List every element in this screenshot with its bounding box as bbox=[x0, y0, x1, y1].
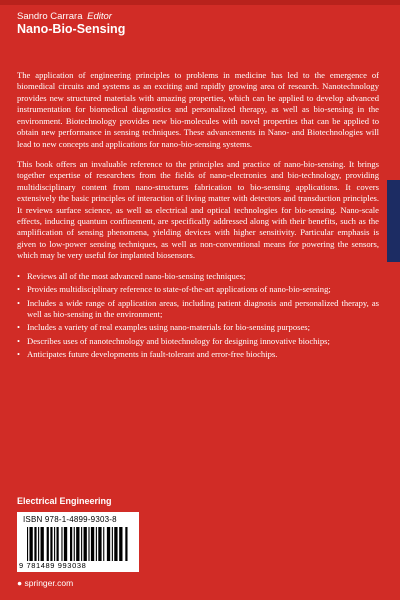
editor-line bbox=[17, 11, 112, 22]
publisher-url bbox=[17, 578, 73, 588]
feature-item: • Includes a wide range of application areas, including patient diagnosis and personalized therapy, as well as bio-sensing in the environment; bbox=[17, 298, 379, 321]
description-paragraph-1: The application of engineering principles to problems in medicine has led to the emergence of biomedical circuits and systems as an exciting and rapidly growing area of research. Nanotechnology provides new structured materials with amazing properties, which can be applied to develop advanced instrumentation for biomedical diagnostics and personalized therapy, as well as bio-sensing in the environment. Biotechnology provides new bio-molecules with novel properties that can be applied to obtain new performance in sensing techniques. These advancements in Nano- and Biotechnologies will lead to new concepts and applications for nano-bio-sensing systems. bbox=[17, 70, 379, 149]
editor-name: Sandro Carrara bbox=[17, 11, 83, 22]
feature-item: • Anticipates future developments in fault-tolerant and error-free biochips. bbox=[17, 349, 379, 360]
side-color-tab bbox=[387, 180, 400, 262]
feature-item: • Includes a variety of real examples using nano-materials for bio-sensing purposes; bbox=[17, 322, 379, 333]
barcode-icon bbox=[27, 527, 129, 561]
feature-item: • Reviews all of the most advanced nano-bio-sensing techniques; bbox=[17, 271, 379, 282]
barcode-panel bbox=[17, 512, 139, 572]
subject-category: Electrical Engineering bbox=[17, 496, 112, 506]
editor-label: Editor bbox=[87, 11, 112, 22]
feature-item: • Describes uses of nanotechnology and biotechnology for designing innovative biochips; bbox=[17, 336, 379, 347]
url-text: springer.com bbox=[24, 578, 74, 588]
description bbox=[17, 70, 379, 363]
feature-list bbox=[17, 271, 379, 361]
description-paragraph-2: This book offers an invaluable reference to the principles and practice of nano-bio-sensing. It brings together expertise of researchers from the fields of nano-electronics and bio-technology, providing multidisciplinary content from nano-structures fabrication to bio-sensing applications. It covers extensively the basic principles of interaction of living matter with detectors and transduction principles. It reviews surface science, as well as electrical and optical technologies for bio-sensing. Nano-scale effects, inducing quantum confinement, are specifically addressed along with their benefits, such as the amplification of sensing phenomena, yielding devices with higher sensitivity. Particular emphasis is given to low-power sensing techniques, as well as non-conventional means for powering the sensors, which may be very useful for implanted biosensors. bbox=[17, 158, 379, 261]
top-rule bbox=[0, 0, 400, 5]
barcode-digits: 9 781489 993038 bbox=[19, 561, 87, 570]
book-title: Nano-Bio-Sensing bbox=[17, 22, 126, 36]
url-bullet-icon: ● bbox=[17, 578, 25, 588]
feature-item: • Provides multidisciplinary reference to state-of-the-art applications of nano-bio-sensing; bbox=[17, 284, 379, 295]
isbn-text: ISBN 978-1-4899-9303-8 bbox=[23, 515, 117, 524]
